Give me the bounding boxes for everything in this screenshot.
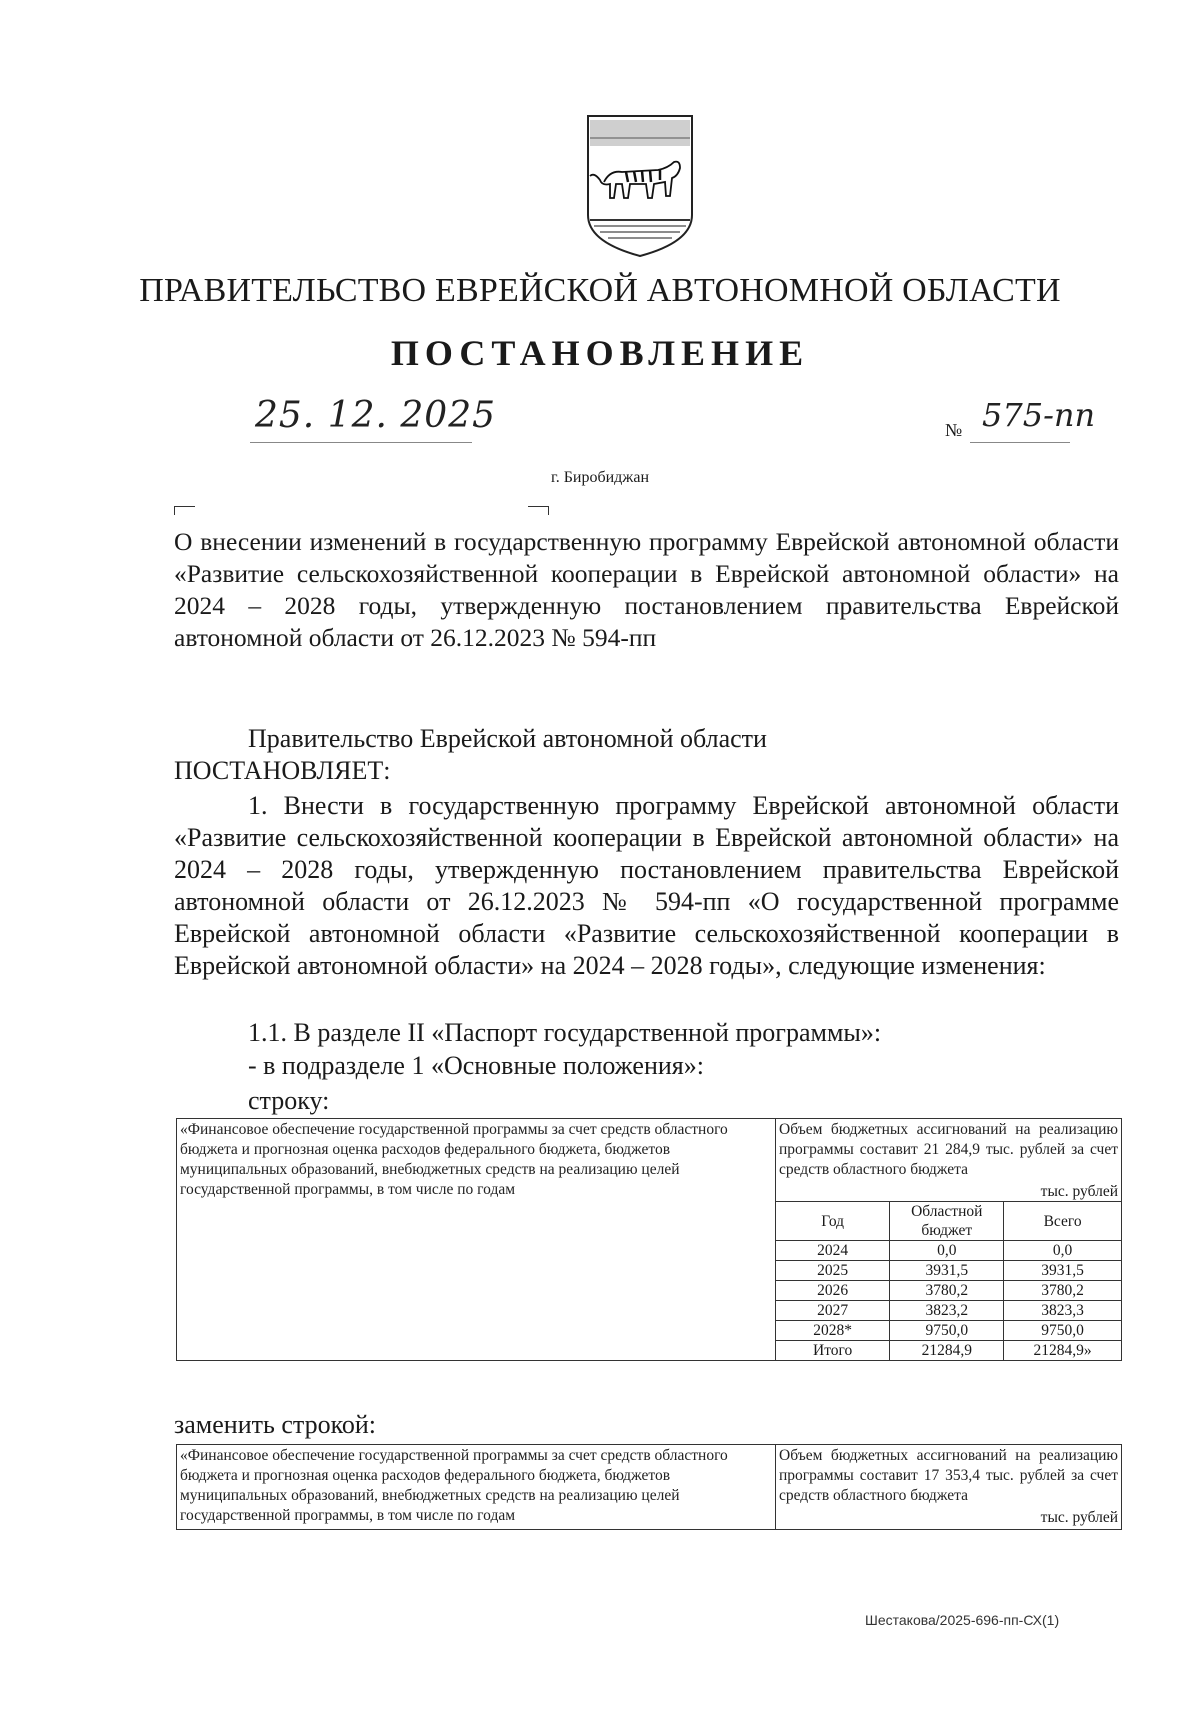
subject-bracket-left — [174, 506, 195, 515]
date-underline — [250, 442, 472, 443]
cell-regional: 3823,2 — [890, 1301, 1004, 1321]
passport-left-text: «Финансовое обеспечение государственной программы за счет средств областного бюджета и прогнозная оценка расходов федерального бюджета, бюджетов муниципальных образований, внебюджетных средств на реализацию целей государственной программы, в том числе по годам — [180, 1121, 728, 1198]
table-row — [776, 1241, 1121, 1261]
budget-header-row — [776, 1202, 1121, 1241]
footer-reference: Шестакова/2025-696-пп-СХ(1) — [865, 1612, 1060, 1628]
subject-bracket-right — [528, 506, 549, 515]
cell-total: 3931,5 — [1004, 1261, 1121, 1281]
passport-right-cell — [776, 1445, 1122, 1530]
number-sign: № — [945, 420, 963, 440]
table-row — [776, 1281, 1121, 1301]
item-1-1: 1.1. В разделе II «Паспорт государственной программы»: — [248, 1018, 882, 1047]
decrees-line: ПОСТАНОВЛЯЕТ: — [174, 756, 391, 785]
header-year: Год — [776, 1202, 890, 1241]
replace-label: заменить строкой: — [174, 1410, 377, 1439]
header-total: Всего — [1004, 1202, 1121, 1241]
table-row — [776, 1321, 1121, 1341]
government-line: Правительство Еврейской автономной области — [248, 724, 767, 753]
tiger-emblem-icon — [580, 110, 700, 260]
table-row — [776, 1301, 1121, 1321]
number-underline — [970, 442, 1070, 443]
subsection-line: - в подразделе 1 «Основные положения»: — [248, 1051, 704, 1080]
cell-year: 2028* — [776, 1321, 890, 1341]
passport-left-cell — [177, 1445, 776, 1530]
cell-regional: 21284,9 — [890, 1341, 1004, 1361]
cell-regional: 0,0 — [890, 1241, 1004, 1261]
cell-regional: 3931,5 — [890, 1261, 1004, 1281]
cell-year: Итого — [776, 1341, 890, 1361]
table-row — [776, 1261, 1121, 1281]
handwritten-number: 575-пп — [982, 396, 1096, 434]
organization-name: ПРАВИТЕЛЬСТВО ЕВРЕЙСКОЙ АВТОНОМНОЙ ОБЛАСТИ — [139, 272, 1061, 309]
passport-left-cell — [177, 1119, 776, 1361]
cell-total: 0,0 — [1004, 1241, 1121, 1261]
cell-total: 21284,9» — [1004, 1341, 1121, 1361]
passport-right-cell — [776, 1119, 1122, 1361]
passport-table-new — [176, 1444, 1122, 1530]
cell-total: 3823,3 — [1004, 1301, 1121, 1321]
passport-table-old — [176, 1118, 1122, 1361]
row-label: строку: — [248, 1086, 330, 1115]
units-label: тыс. рублей — [1040, 1509, 1118, 1526]
coat-of-arms — [580, 110, 700, 260]
budget-table — [776, 1201, 1121, 1360]
cell-year: 2027 — [776, 1301, 890, 1321]
city: г. Биробиджан — [550, 469, 650, 486]
cell-year: 2025 — [776, 1261, 890, 1281]
cell-regional: 3780,2 — [890, 1281, 1004, 1301]
document-type: ПОСТАНОВЛЕНИЕ — [390, 333, 810, 373]
cell-regional: 9750,0 — [890, 1321, 1004, 1341]
passport-right-text: Объем бюджетных ассигнований на реализацию программы составит 21 284,9 тыс. рублей за счет средств областного бюджета — [779, 1121, 1118, 1178]
units-label: тыс. рублей — [1040, 1183, 1118, 1200]
item-1: 1. Внести в государственную программу Еврейской автономной области «Развитие сельскохозяйственной кооперации в Еврейской автономной области» на 2024 – 2028 годы, утвержденную постановлением правительства Еврейской автономной области от 26.12.2023 № 594-пп «О государственной программе Еврейской автономной области «Развитие сельскохозяйственной кооперации в Еврейской автономной области» на 2024 – 2028 годы», следующие изменения: — [174, 791, 1119, 980]
subject-title: О внесении изменений в государственную программу Еврейской автономной области «Развитие сельскохозяйственной кооперации в Еврейской автономной области» на 2024 – 2028 годы, утвержденную постановлением правительства Еврейской автономной области от 26.12.2023 № 594-пп — [174, 527, 1119, 652]
cell-total: 3780,2 — [1004, 1281, 1121, 1301]
passport-right-text: Объем бюджетных ассигнований на реализацию программы составит 17 353,4 тыс. рублей за счет средств областного бюджета — [779, 1447, 1118, 1504]
table-row-total — [776, 1341, 1121, 1361]
header-regional-budget: Областной бюджет — [890, 1202, 1004, 1241]
cell-total: 9750,0 — [1004, 1321, 1121, 1341]
cell-year: 2026 — [776, 1281, 890, 1301]
passport-left-text: «Финансовое обеспечение государственной программы за счет средств областного бюджета и прогнозная оценка расходов федерального бюджета, бюджетов муниципальных образований, внебюджетных средств на реализацию целей государственной программы, в том числе по годам — [180, 1447, 728, 1524]
cell-year: 2024 — [776, 1241, 890, 1261]
handwritten-date: 25. 12. 2025 — [255, 395, 497, 436]
